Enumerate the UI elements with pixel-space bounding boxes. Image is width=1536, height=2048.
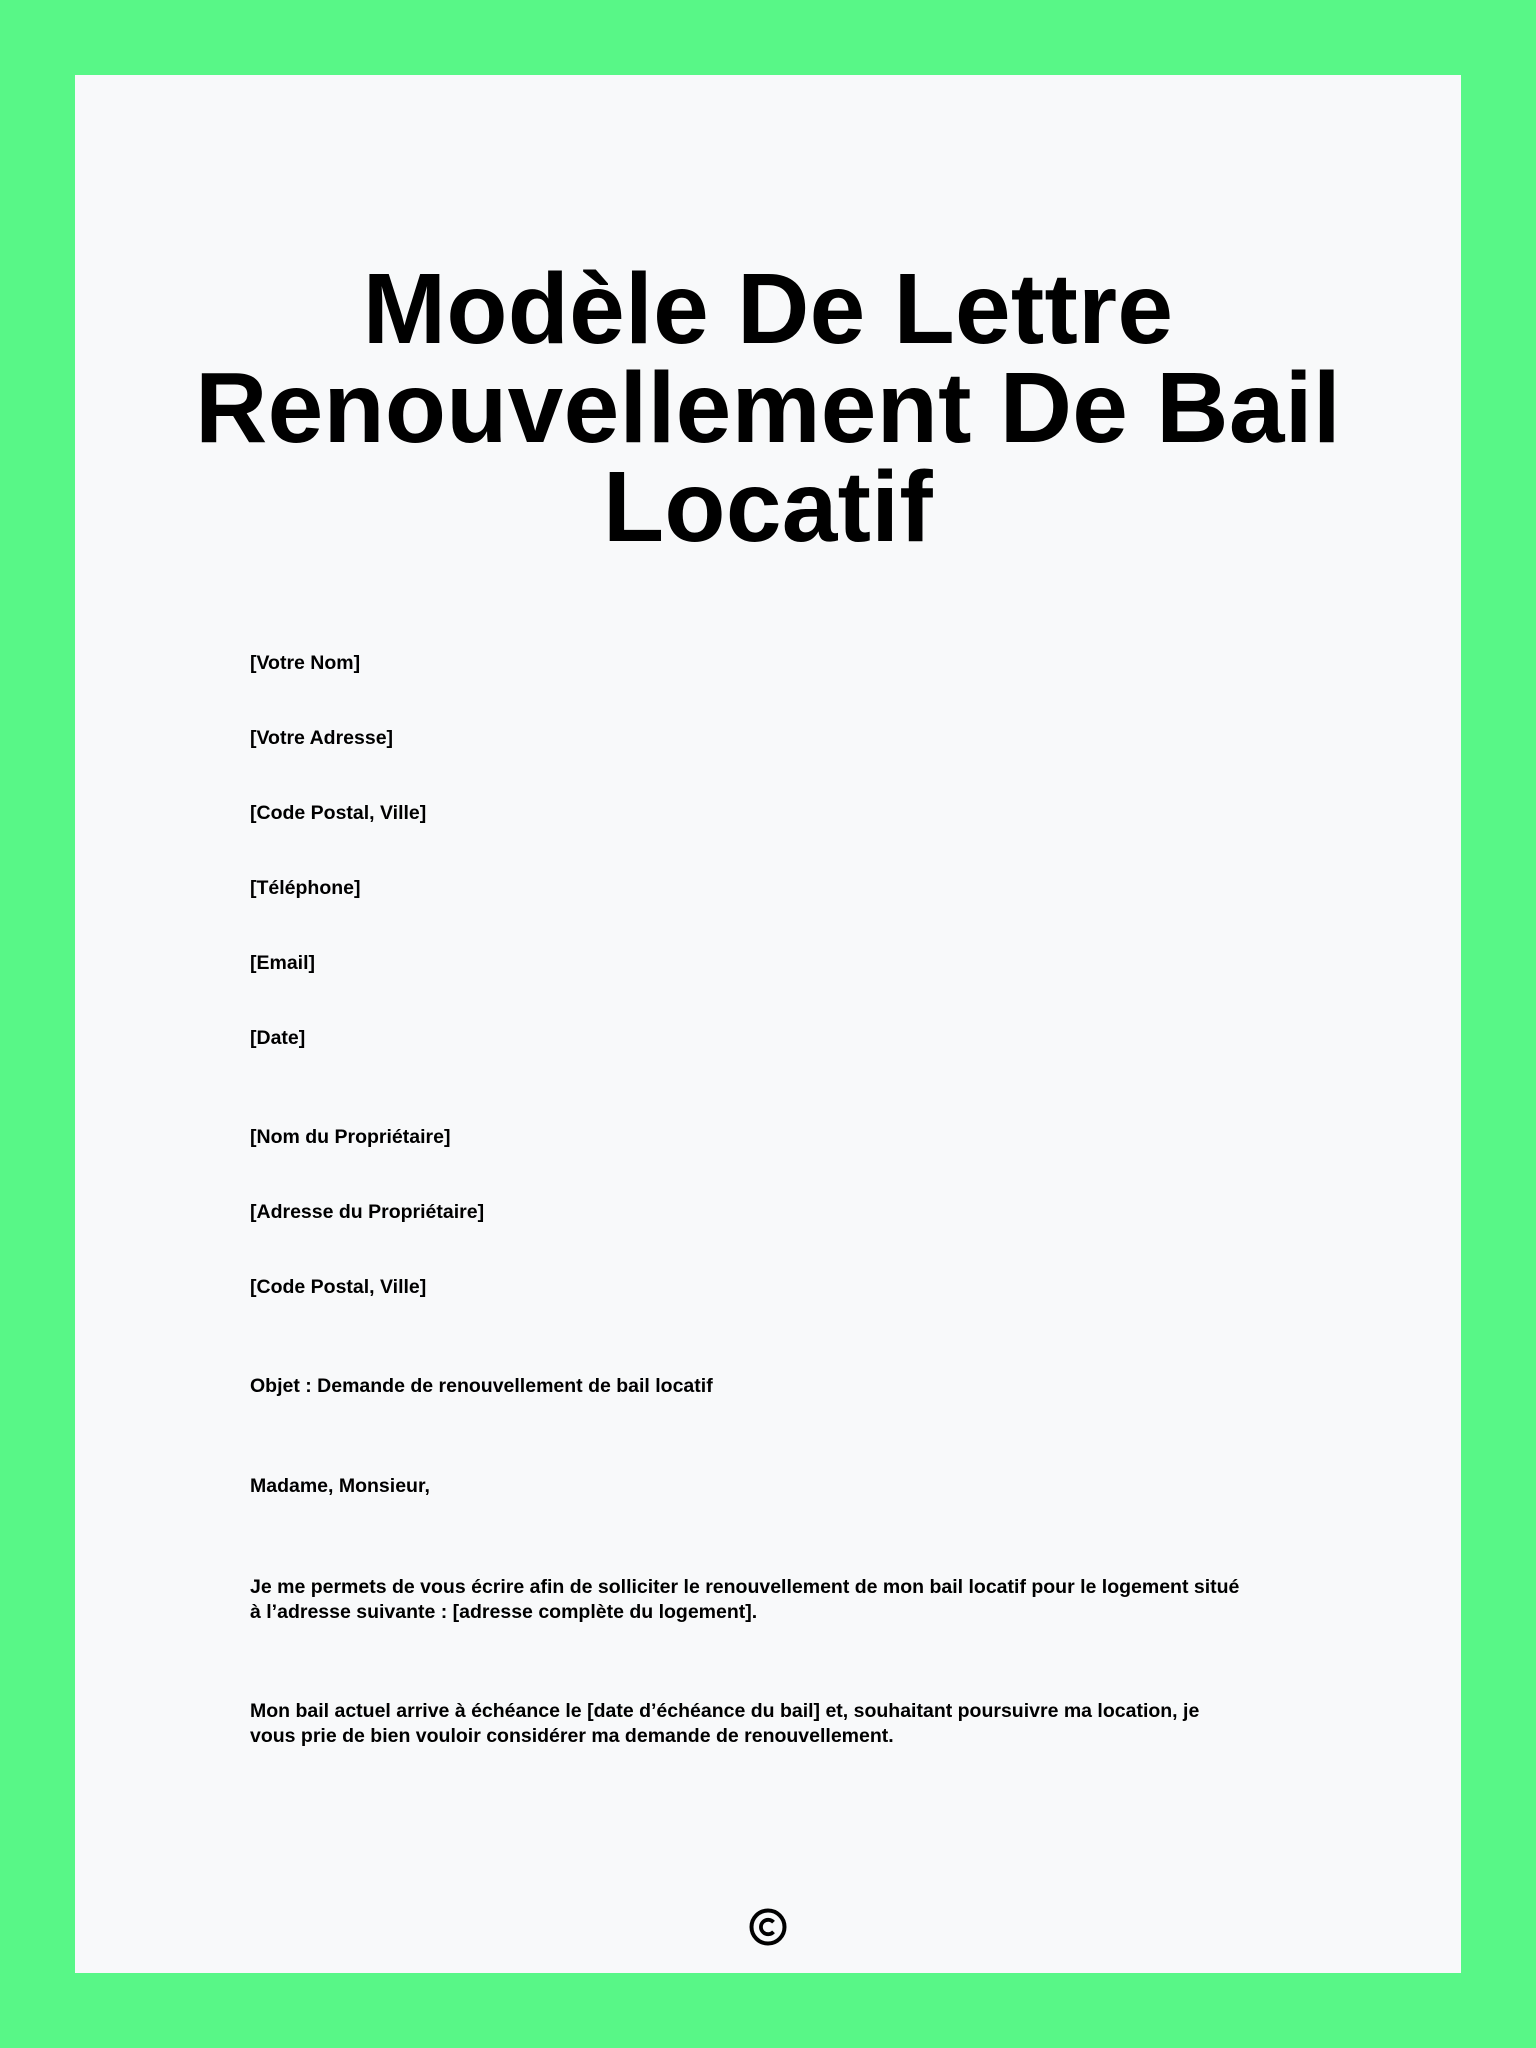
letter-salutation: Madame, Monsieur, [250,1475,430,1497]
title-line-2: Renouvellement De Bail [195,352,1341,464]
letter-date: [Date] [250,1027,306,1049]
paragraph-1-line-2: à l’adresse suivante : [adresse complète du logement]. [250,1601,758,1623]
letter-subject: Objet : Demande de renouvellement de bail locatif [250,1375,713,1397]
paragraph-1-line-1: Je me permets de vous écrire afin de solliciter le renouvellement de mon bail locatif pour le logement situé [250,1576,1240,1598]
recipient-name: [Nom du Propriétaire] [250,1126,451,1148]
sender-address: [Votre Adresse] [250,727,394,749]
copyright-icon [748,1907,788,1947]
title-line-1: Modèle De Lettre [362,253,1174,365]
recipient-address: [Adresse du Propriétaire] [250,1201,485,1223]
paragraph-2-line-1: Mon bail actuel arrive à échéance le [date d’échéance du bail] et, souhaitant poursuivre ma location, je [250,1700,1200,1722]
sender-name: [Votre Nom] [250,652,361,674]
letter-paragraph-2 [250,1699,1310,1749]
letter-paragraph-1 [250,1575,1310,1625]
title-line-3: Locatif [603,451,933,563]
recipient-postal-city: [Code Postal, Ville] [250,1276,427,1298]
page-title [75,253,1461,563]
document-page [75,75,1461,1973]
sender-postal-city: [Code Postal, Ville] [250,802,427,824]
paragraph-2-line-2: vous prie de bien vouloir considérer ma demande de renouvellement. [250,1725,894,1747]
sender-phone: [Téléphone] [250,877,361,899]
sender-email: [Email] [250,952,316,974]
